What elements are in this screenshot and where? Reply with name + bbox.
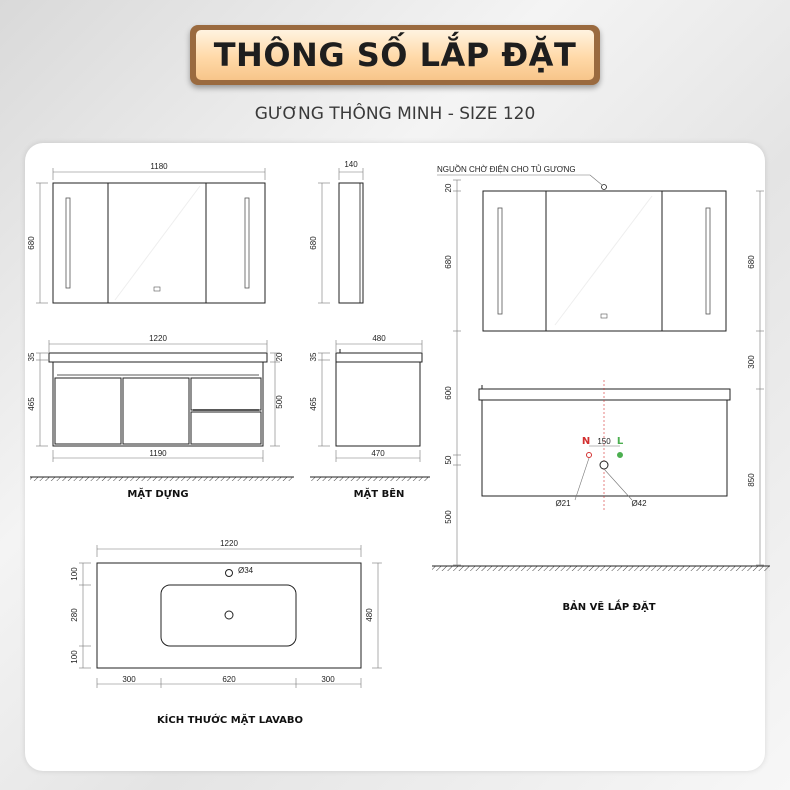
dim-20: 20 [275,352,284,362]
installed-mirror-cabinet [483,191,726,331]
dim-install-680-left: 680 [444,255,453,269]
dim-cabinet-depth: 470 [371,449,385,458]
install-view-label: BẢN VẼ LẮP ĐẶT [562,602,656,613]
lavabo-view [70,539,382,726]
dim-install-500: 500 [444,510,453,524]
dim-side-35: 35 [309,352,318,362]
power-note: NGUỒN CHỜ ĐIỆN CHO TỦ GƯƠNG [437,165,576,174]
side-view-label: MẶT BÊN [353,489,405,500]
ground-hatch [432,566,770,571]
dim-install-50: 50 [444,455,453,465]
dim-465: 465 [27,397,36,411]
dim-pipe-spacing-value: 150 [597,437,611,446]
dim-install-20: 20 [444,183,453,193]
dim-mirror-depth: 140 [344,160,358,169]
cold-water-pipe-icon [587,453,592,458]
hot-water-pipe-icon [618,453,623,458]
dim-top-depth: 480 [372,334,386,343]
dim-mirror-height: 680 [27,236,36,250]
ground-hatch [310,477,430,481]
dim-lavabo-300-right: 300 [321,675,335,684]
dim-install-300: 300 [747,355,756,369]
ground-hatch [30,477,294,481]
installed-vanity-cabinet [482,400,727,496]
side-view [309,160,430,500]
mirror-side [339,183,363,303]
vanity-top-side [336,353,422,362]
install-view [432,164,770,613]
dim-faucet-hole: Ø34 [238,566,254,575]
mirror-cabinet [53,183,265,303]
neutral-label: N [581,436,591,447]
dim-side-mirror-height: 680 [309,236,318,250]
vanity-cabinet-side [336,362,420,446]
vanity-top [49,353,267,362]
dim-lavabo-620: 620 [222,675,236,684]
page-subtitle: GƯƠNG THÔNG MINH - SIZE 120 [254,104,536,124]
dim-side-465: 465 [309,397,318,411]
dim-lavabo-100-top: 100 [70,567,79,581]
dim-install-600: 600 [444,386,453,400]
lavabo-view-label: KÍCH THƯỚC MẶT LAVABO [156,715,304,726]
dim-lavabo-width: 1220 [220,539,238,548]
dim-lavabo-280: 280 [70,608,79,622]
dim-500: 500 [275,395,284,409]
power-outlet-icon [602,185,607,190]
vanity-drawer [191,412,261,444]
dim-lavabo-depth: 480 [365,608,374,622]
dim-mirror-width: 1180 [150,162,168,171]
dim-dia-42: Ø42 [631,499,647,508]
faucet-hole-icon [226,570,233,577]
dim-dia-21: Ø21 [555,499,571,508]
vanity-door [123,378,189,444]
dim-lavabo-100-bottom: 100 [70,650,79,664]
page-title: THÔNG SỐ LẮP ĐẶT [213,36,577,74]
vanity-drawer [191,378,261,410]
dim-lavabo-300-left: 300 [122,675,136,684]
dim-35: 35 [27,352,36,362]
dim-install-680-right: 680 [747,255,756,269]
front-view-label: MẶT DỰNG [127,489,189,500]
dim-top-width: 1220 [149,334,167,343]
live-label: L [616,436,624,447]
dim-cabinet-width: 1190 [149,449,167,458]
vanity-door [55,378,121,444]
dim-install-850: 850 [747,473,756,487]
drain-hole-icon [225,611,233,619]
front-view [27,162,294,500]
power-note-leader [590,175,602,185]
drain-pipe-icon [600,461,608,469]
installed-vanity-top [479,389,730,400]
